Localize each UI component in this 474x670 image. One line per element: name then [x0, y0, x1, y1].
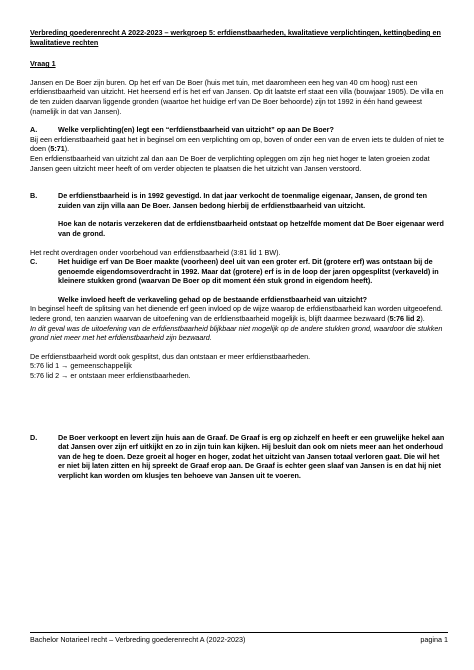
- question-b-text: De erfdienstbaarheid is in 1992 gevestigd. In dat jaar verkocht de toenmalige eigenaar, Jansen, de grond ten zuiden van zijn villa aan De Boer. Jansen bedong hierbij de erfdienstbaarheid van uitzicht.: [58, 191, 428, 210]
- question-c-subquestion: Welke invloed heeft de verkaveling gehad op de bestaande erfdienstbaarheid van uitzicht?: [58, 294, 368, 304]
- answer-c-text: In beginsel heeft de splitsing van het dienende erf geen invloed op de wijze waarop de erfdienstbaarheid kan worden uitgeoefend. Iedere grond, ten aanzien waarvan de uitoefening van de erfdienstbaarheid mogelijk is, blijft daarmee bezwaard (: [30, 304, 443, 324]
- answer-a-paragraph-2: Een erfdienstbaarheid van uitzicht zal dan aan De Boer de verplichting opleggen om zijn heg niet hoger te laten groeien zodat Jansen geen uitzicht meer heeft of om verder objecten te plaatsen die het uitzicht van Jansen verstoord.: [30, 153, 430, 173]
- answer-c-list-item: 5:76 lid 1 → gemeenschappelijk: [30, 361, 132, 371]
- question-b-label: B.: [30, 191, 38, 201]
- question-b-subquestion: Hoe kan de notaris verzekeren dat de erfdienstbaarheid ontstaat op hetzelfde moment dat De Boer eigenaar werd van de grond.: [58, 219, 444, 238]
- answer-a-paragraph: [30, 135, 448, 154]
- question-d-text: De Boer verkoopt en levert zijn huis aan de Graaf. De Graaf is erg op zichzelf en heeft er een gruwelijke hekel aan dat Jansen over zijn erf uitkijkt en zo in zijn tuin kan kijken. Hij besluit dan ook om niets meer aan het onderhoud van de heg te doen. Deze groeit al hoger en hoger, zodat het uitzicht van Jansen totaal verloren gaat. Die wil het er niet bij laten zitten en hij spreekt de Graaf erop aan. De Graaf is echter geen slaaf van Jansen is en dat hij niet verplicht kan worden om klusjes ten behoeve van Jansen uit te voeren.: [58, 432, 445, 480]
- footer-course: Bachelor Notarieel recht – Verbreding goederenrecht A (2022-2023): [30, 635, 246, 644]
- question-c-text: Het huidige erf van De Boer maakte (voorheen) deel uit van een groter erf. Dit (grotere erf) was ontstaan bij de genoemde eigendomsoverdracht in 1992. Maar dat (grotere) erf is in de loop der jaren opgesplitst (verkaveld) in kleinere stukken grond (waarvan De Boer op dit moment één stuk grond in eigendom heeft).: [58, 257, 439, 286]
- question-c: [30, 257, 448, 286]
- question-a: [30, 125, 448, 135]
- answer-c-split: De erfdienstbaarheid wordt ook gesplitst, dus dan ontstaan er meer erfdienstbaarheden.: [30, 351, 311, 361]
- answer-c-paragraph: [30, 304, 448, 323]
- answer-a-reference: 5:71: [50, 144, 65, 154]
- answer-a-end: ).: [64, 144, 70, 154]
- question-c-label: C.: [30, 257, 38, 267]
- answer-b: Het recht overdragen onder voorbehoud van erfdienstbaarheid (3:81 lid 1 BW).: [30, 247, 281, 257]
- document-title: Verbreding goederenrecht A 2022-2023 – werkgroep 5: erfdienstbaarheden, kwalitatieve verplichtingen, kettingbeding en kwalitatieve rechten: [30, 28, 441, 47]
- answer-c-list-item: 5:76 lid 2 → er ontstaan meer erfdienstbaarheden.: [30, 371, 191, 381]
- question-d-label: D.: [30, 432, 38, 442]
- intro-paragraph: Jansen en De Boer zijn buren. Op het erf van De Boer (huis met tuin, met daaromheen een heg van 40 cm hoog) rust een erfdienstbaarheid van uitzicht. Het heersend erf is het erf van Jansen. Op dit laatste erf staat een villa (bouwjaar 1905). De villa en de ten zuiden daarvan liggende gronden (waartoe het huidige erf van De Boer behoorde) zijn tot 1992 in één hand geweest (namelijk in dat van Jansen).: [30, 77, 444, 116]
- footer-page-number: pagina 1: [420, 635, 448, 644]
- question-a-label: A.: [30, 125, 38, 135]
- page-footer: [30, 632, 448, 645]
- answer-c-italic: In dit geval was de uitoefening van de erfdienstbaarheid blijkbaar niet mogelijk op de andere stukken grond, waardoor die stukken grond niet meer met het erfdienstbaarheid zijn bezwaard.: [30, 323, 443, 343]
- answer-a-text: Bij een erfdienstbaarheid gaat het in beginsel om een verplichting om op, boven of onder een van de erven iets te dulden of niet te doen (: [30, 134, 444, 154]
- question-heading: Vraag 1: [30, 59, 56, 69]
- answer-c-end: ).: [420, 314, 425, 324]
- document-page: [30, 28, 448, 481]
- question-d: [30, 433, 448, 481]
- answer-c-reference: 5:76 lid 2: [389, 314, 421, 324]
- question-a-text: Welke verplichting(en) legt een “erfdienstbaarheid van uitzicht” op aan De Boer?: [58, 125, 334, 135]
- question-b: [30, 191, 448, 210]
